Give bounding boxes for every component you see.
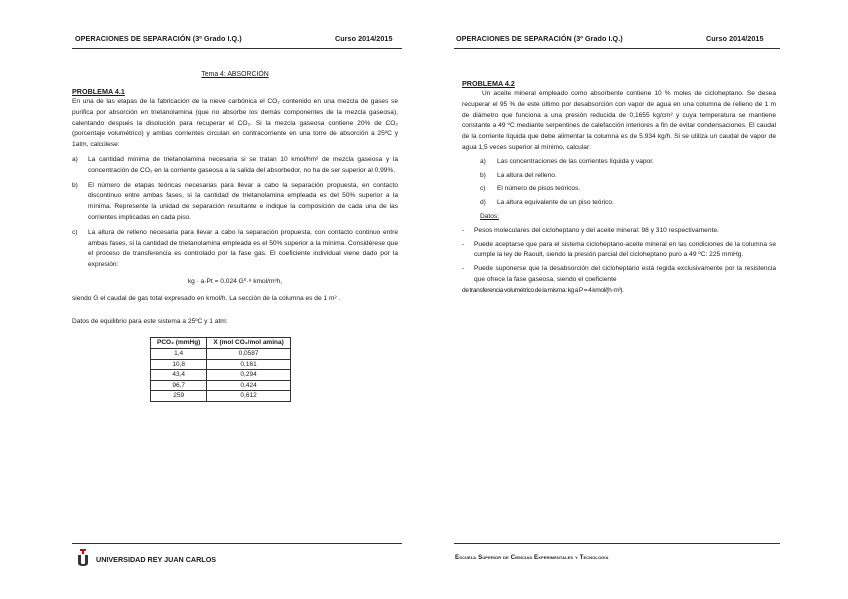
dash-icon: - [462, 265, 465, 273]
table-cell: 43,4 [151, 370, 207, 381]
header-course: OPERACIONES DE SEPARACIÓN (3º Grado I.Q.) [456, 34, 623, 43]
item-c [480, 184, 776, 195]
item-label: b) [480, 171, 486, 179]
item-label: a) [72, 155, 78, 163]
table-header-row [151, 338, 291, 349]
item-text: Las concentraciones de las corrientes líquida y vapor. [497, 157, 654, 165]
school-name: Escuela Superior de Ciencias Experimentales y Tecnología [455, 554, 609, 561]
dato-item [462, 264, 776, 286]
table-cell: 0,294 [207, 370, 290, 381]
item-a [72, 155, 398, 177]
dash-icon: - [462, 240, 465, 248]
after-equation: siendo G el caudal de gas total expresado en kmol/h. La sección de la columna es de 1 m² . [72, 294, 341, 302]
header-rule [72, 48, 402, 49]
problem-4-1-intro: En una de las etapas de la fabricación de la nieve carbónica el CO₂ contenido en una mezcla de gases se purifica por absorción en trietanolamina (que no absorbe los demás componentes de la mezcla gaseosa), calentando después la disolución para recuperar el CO₂. Si la mezcla gaseosa contiene 20% de CO₂ (porcentaje volumétrico) y ambas corrientes circulan en contracorriente en una torre de absorción a 25ºC y 1atm, calcúlese: [72, 98, 398, 149]
item-text: El número de pisos teóricos. [497, 185, 581, 193]
transfer-coefficient: de transferencia volumétrico de la misma: kg a P = 4 kmol/(h·m³). [462, 286, 624, 294]
column-header: PCO₂ (mmHg) [151, 338, 207, 349]
item-text: El número de etapas teóricas necesarias para llevar a cabo la separación propuesta, en contacto discontinuo entre ambas fases, si la cantidad de trietanolamina empleada es del 50% superior a la mínima. Represente la unidad de separación resultante e indique la composición de cada una de las corrientes implicadas en cada piso. [88, 181, 398, 221]
item-text: La altura del relleno. [497, 171, 557, 179]
item-label: b) [72, 181, 78, 189]
university-name: UNIVERSIDAD REY JUAN CARLOS [96, 555, 217, 564]
item-label: c) [480, 185, 486, 193]
footer-rule [454, 543, 780, 544]
university-logo-icon [76, 549, 90, 567]
table-cell: 259 [151, 391, 207, 402]
table-cell: 10,8 [151, 359, 207, 370]
right-body [462, 78, 776, 297]
dato-text: Pesos moleculares del cicloheptano y del aceite mineral: 98 y 310 respectivamente. [474, 226, 719, 234]
table-row [151, 391, 291, 402]
equilibrium-table [150, 337, 291, 402]
left-body [72, 70, 398, 402]
header-course: OPERACIONES DE SEPARACIÓN (3º Grado I.Q.) [75, 34, 242, 43]
item-d [480, 198, 776, 209]
item-c [72, 228, 398, 271]
table-cell: 0,0587 [207, 348, 290, 359]
item-text: La cantidad mínima de trietanolamina necesaria si se tratan 10 kmol/hm² de mezcla gaseosa y la concentración de CO₂ en la corriente gaseosa a la salida del absorbedor, no ha de ser superior al 0,99%. [88, 155, 398, 174]
table-cell: 1,4 [151, 348, 207, 359]
table-cell: 0,612 [207, 391, 290, 402]
item-a [480, 157, 776, 168]
problem-4-2-title: PROBLEMA 4.2 [462, 79, 515, 88]
item-text: La altura de relleno necesaria para llevar a cabo la separación propuesta, con contacto continuo entre ambas fases, si la cantidad de trietanolamina empleada es el 50% superior a la mínima. Considérese que el proceso de transferencia es controlado por la fase gas. El coeficiente individual viene dado por la expresión: [88, 228, 398, 269]
table-cell: 96,7 [151, 380, 207, 391]
table-cell: 0,161 [207, 359, 290, 370]
footer-rule [72, 543, 402, 544]
table-cell: 0,424 [207, 380, 290, 391]
dato-item [462, 240, 776, 262]
dato-text: Puede suponerse que la desabsorción del cicloheptano está regida exclusivamente por la resistencia que ofrece la fase gaseosa, siendo el coeficiente [474, 265, 776, 283]
table-row [151, 370, 291, 381]
problem-4-1-title: PROBLEMA 4.1 [72, 87, 125, 96]
dash-icon: - [462, 226, 465, 234]
item-b [72, 181, 398, 224]
header-year: Curso 2014/2015 [706, 34, 764, 43]
problem-4-2-intro: Un aceite mineral empleado como absorbente contiene 10 % moles de cicloheptano. Se desea recuperar el 95 % de este último por desabsorción con vapor de agua en una columna de relleno de 1 m de diámetro que funciona a una presión reducida de 0,1655 kg/cm² y cuya temperatura se mantiene constante a 49 ºC mediante serpentines de calefacción interiores a fin de evitar condensaciones. El caudal de la corriente líquida que debe alimentar la columna es de 5.934 kg/h. Si se utiliza un caudal de vapor de agua 1,5 veces superior al mínimo, calcular: [462, 90, 776, 151]
column-header: X (mol CO₂/mol amina) [207, 338, 290, 349]
dato-text: Puede aceptarse que para el sistema cicloheptano-aceite mineral en las condiciones de la columna se cumple la ley de Raoult, siendo la presión parcial del cicloheptano puro a 49 ºC: 225 mmHg. [474, 240, 776, 259]
tema-title: Tema 4: ABSORCIÓN [201, 71, 269, 78]
equilibrium-intro: Datos de equilibrio para este sistema a 25ºC y 1 atm: [72, 317, 228, 325]
spacer [72, 305, 398, 317]
item-label: a) [480, 157, 486, 165]
table-row [151, 359, 291, 370]
item-b [480, 171, 776, 182]
table-row [151, 380, 291, 391]
item-label: d) [480, 199, 486, 207]
datos-label: Datos: [480, 212, 500, 220]
item-text: La altura equivalente de un piso teórico. [497, 199, 614, 207]
table-row [151, 348, 291, 359]
header-rule [454, 48, 780, 49]
right-page [424, 0, 848, 599]
dato-item [462, 226, 776, 237]
item-label: c) [72, 228, 78, 236]
header-year: Curso 2014/2015 [335, 34, 393, 43]
equation: kg · a·Pt = 0.024 G⁰·⁸ kmol/m³h, [187, 277, 283, 285]
